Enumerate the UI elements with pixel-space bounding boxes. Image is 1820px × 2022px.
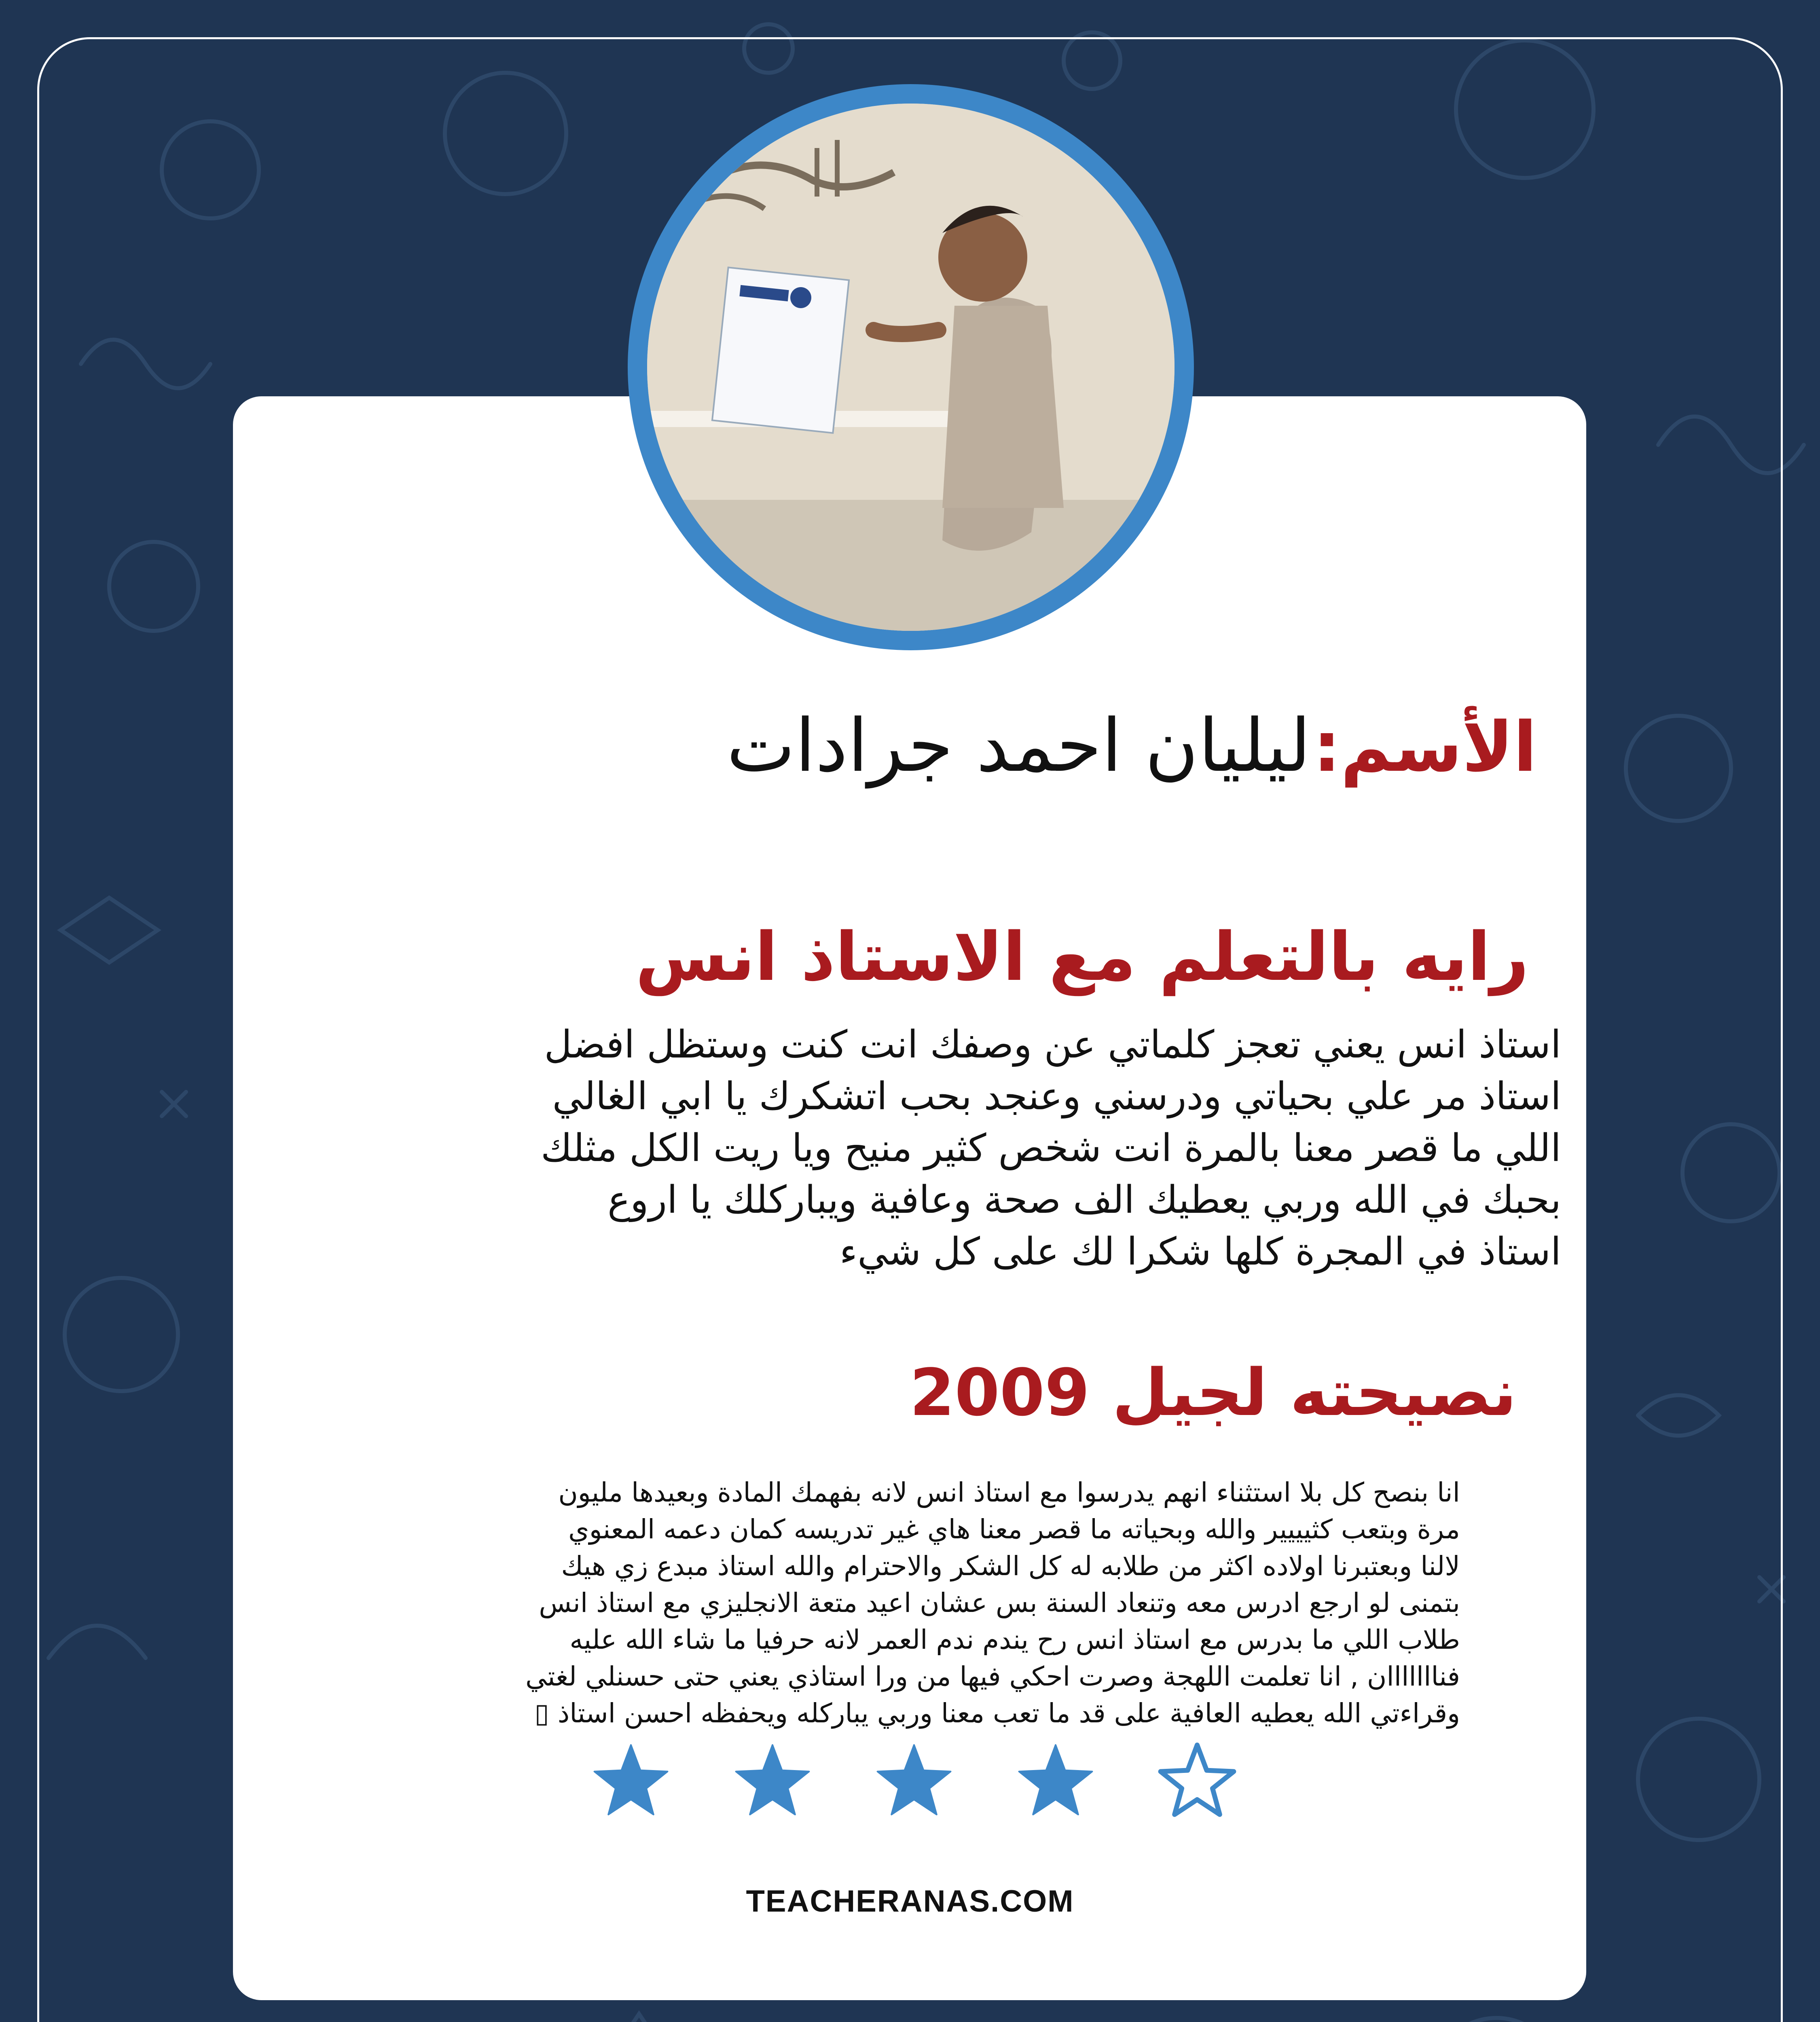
name-label: الأسم: (1313, 707, 1537, 787)
star-rating (582, 1739, 1246, 1828)
advice-line: فنااااااان , انا تعلمت اللهجة وصرت احكي فيها من ورا استاذي يعني حتى حسنلي لغتي (525, 1661, 1460, 1692)
advice-heading: نصيحته لجيل 2009 (910, 1355, 1517, 1430)
opinion-line: اللي ما قصر معنا بالمرة انت شخص كثير منيح ويا ريت الكل مثلك (541, 1126, 1561, 1170)
profile-photo (647, 104, 1175, 631)
advice-line: وقراءتي الله يعطيه العافية على قد ما تعب معنا وربي يباركله ويحفظه احسن استاذ ▯ (534, 1698, 1460, 1729)
star-filled-icon (736, 1745, 809, 1815)
student-name-line (445, 704, 1537, 809)
opinion-line: استاذ في المجرة كلها شكرا لك على كل شيء (839, 1230, 1561, 1274)
student-name: ليليان احمد جرادات (726, 704, 1311, 788)
advice-line: مرة وبتعب كثيييير والله وبحياته ما قصر معنا هاي غير تدريسه كمان دعمه المعنوي (568, 1514, 1460, 1545)
star-filled-icon (878, 1745, 951, 1815)
advice-line: طلاب اللي ما بدرس مع استاذ انس رح يندم ندم العمر لانه حرفيا ما شاء الله عليه (569, 1624, 1460, 1655)
advice-line: انا بنصح كل بلا استثناء انهم يدرسوا مع استاذ انس لانه بفهمك المادة وبعيدها مليون (558, 1477, 1460, 1508)
opinion-heading: رايه بالتعلم مع الاستاذ انس (635, 918, 1529, 996)
opinion-line: استاذ مر علي بحياتي ودرسني وعنجد بحب اتشكرك يا ابي الغالي (552, 1074, 1561, 1119)
opinion-line: بحبك في الله وربي يعطيك الف صحة وعافية ويباركلك يا اروع (607, 1178, 1561, 1222)
website-url: TEACHERANAS.COM (746, 1884, 1074, 1918)
opinion-text (417, 1019, 1561, 1278)
advice-line: لالنا وبعتبرنا اولاده اكثر من طلابه له كل الشكر والاحترام والله استاذ مبدع زي هيك (561, 1550, 1460, 1582)
star-empty-icon (1161, 1745, 1234, 1815)
advice-text (352, 1474, 1460, 1732)
star-filled-icon (595, 1745, 668, 1815)
opinion-line: استاذ انس يعني تعجز كلماتي عن وصفك انت كنت وستظل افضل (544, 1023, 1561, 1067)
star-filled-icon (1019, 1745, 1092, 1815)
teacher-with-certificate-image (647, 104, 1175, 631)
advice-line: بتمنى لو ارجع ادرس معه وتنعاد السنة بس عشان اعيد متعة الانجليزي مع استاذ انس (539, 1587, 1460, 1618)
